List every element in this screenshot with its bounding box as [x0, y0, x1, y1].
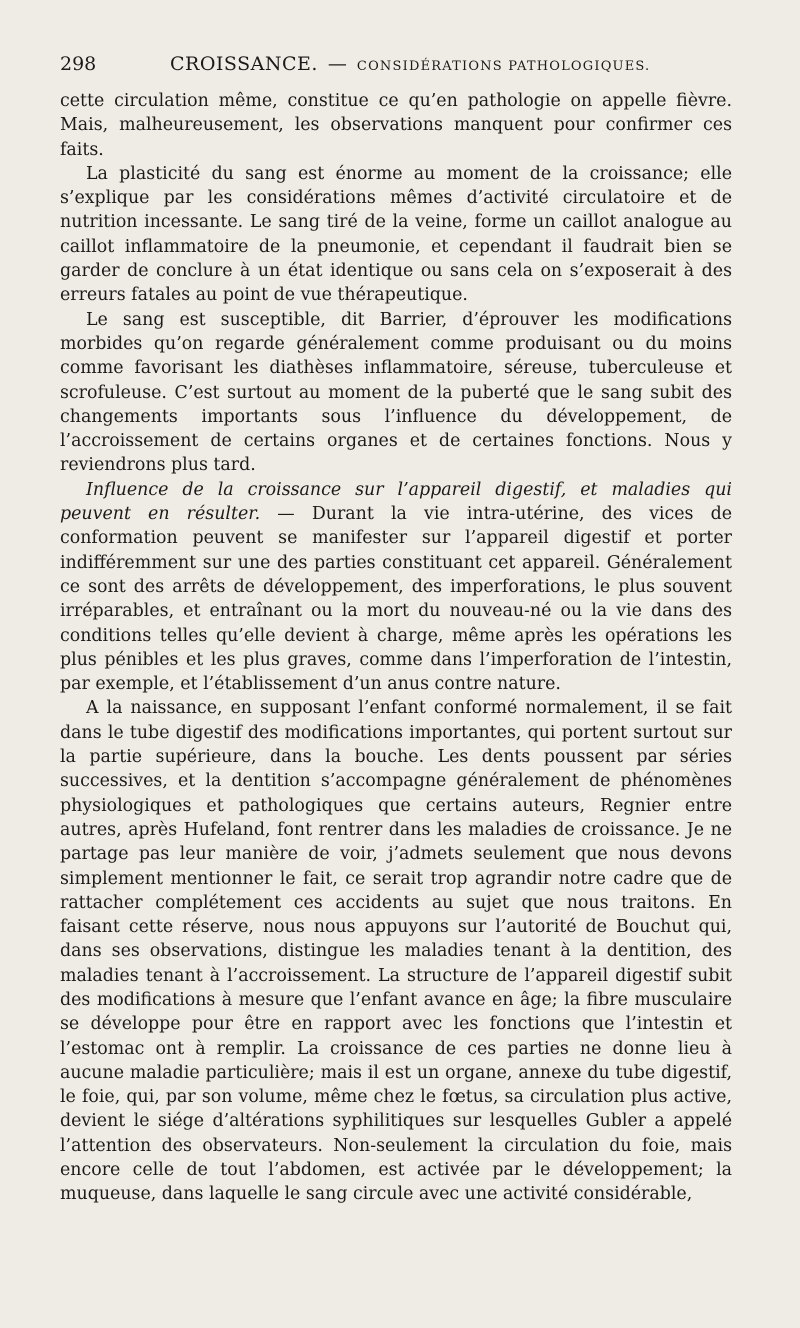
paragraph-naissance: A la naissance, en supposant l’enfant conformé normalement, il se fait dans le tube digestif des modifications importantes, qui portent surtout sur la partie supérieure, dans la bouche. Les dents poussent par séries successives, et la dentition s’accompagne généralement de phénomènes physiologiques et pathologiques que certains auteurs, Regnier entre autres, après Hufeland, font rentrer dans les maladies de croissance. Je ne partage pas leur manière de voir, j’admets seulement que nous devons simplement mentionner le fait, ce serait trop agrandir notre cadre que de rattacher complétement ces accidents au sujet que nous traitons. En faisant cette réserve, nous nous appuyons sur l’autorité de Bouchut qui, dans ses observations, distingue les maladies tenant à la dentition, des maladies tenant à l’accroissement. La structure de l’appareil digestif subit des modifications à mesure que l’enfant avance en âge; la fibre musculaire se développe pour être en rapport avec les fonctions que l’intestin et l’estomac ont à remplir. La croissance de ces parties ne donne lieu à aucune maladie particulière; mais il est un organe, annexe du tube digestif, le foie, qui, par son volume, même chez le fœtus, sa circulation plus active, devient le siége d’altérations syphilitiques sur lesquelles Gubler a appelé l’attention des observateurs. Non-seulement la circulation du foie, mais encore celle de tout l’abdomen, est activée par le développement; la muqueuse, dans laquelle le sang circule avec une activité considérable, [60, 698, 732, 1205]
section-heading-italic: Influence de la croissance sur l’appareil digestif, et maladies qui peuvent en résulter. [60, 479, 732, 525]
running-subtitle: CONSIDÉRATIONS PATHOLOGIQUES. [356, 59, 651, 74]
page-body [60, 89, 732, 1207]
running-header [60, 52, 732, 79]
paragraph-plasticite: La plasticité du sang est énorme au moment de la croissance; elle s’explique par les considérations mêmes d’activité circulatoire et de nutrition incessante. Le sang tiré de la veine, forme un caillot analogue au caillot inflammatoire de la pneumonie, et cependant il faudrait bien se garder de conclure à un état identique ou sans cela on s’exposerait à des erreurs fatales au point de vue thérapeutique. [60, 163, 732, 306]
paragraph-text: — Durant la vie intra-utérine, des vices de conformation peuvent se manifester sur l’appareil digestif et porter indifféremment sur une des parties constituant cet appareil. Généralement ce sont des arrêts de développement, des imperforations, le plus souvent irréparables, et entraînant ou la mort du nouveau-né ou la vie dans des conditions telles qu’elle devient à charge, même après les opérations les plus pénibles et les plus graves, comme dans l’imperforation de l’intestin, par exemple, et l’établissement d’un anus contre nature. [60, 504, 732, 695]
paragraph-appareil-digestif [60, 478, 732, 697]
paragraph-continuation: cette circulation même, constitue ce qu’en pathologie on appelle fièvre. Mais, malheureusement, les observations manquent pour confirmer ces faits. [60, 91, 732, 160]
paragraph-barrier: Le sang est susceptible, dit Barrier, d’éprouver les modifications morbides qu’on regarde généralement comme produisant ou du moins comme favorisant les diathèses inflammatoire, séreuse, tuberculeuse et scrofuleuse. C’est surtout au moment de la puberté que le sang subit des changements importants sous l’influence du développement, de l’accroissement de certains organes et de certaines fonctions. Nous y reviendrons plus tard. [60, 309, 732, 476]
page-number: 298 [60, 53, 97, 75]
running-title: CROISSANCE. [170, 53, 318, 75]
header-dash: — [327, 53, 347, 75]
